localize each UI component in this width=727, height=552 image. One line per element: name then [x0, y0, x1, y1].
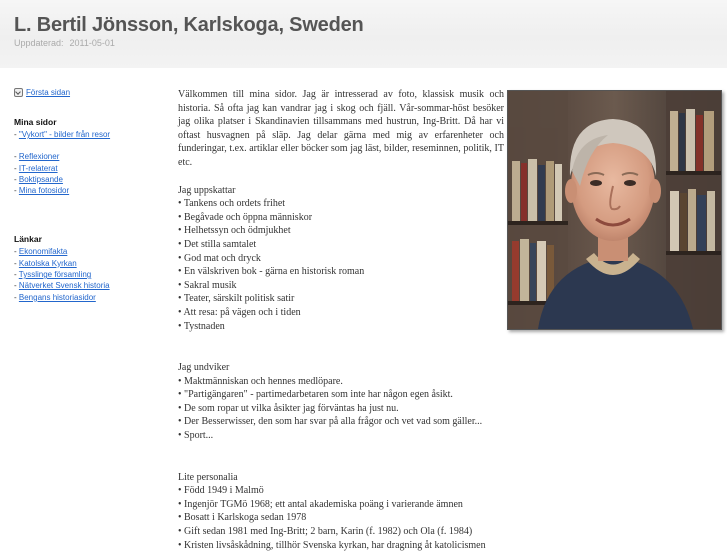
sidebar-link-svensk-historia[interactable]: Nätverket Svensk historia — [18, 281, 110, 291]
appreciate-list — [178, 197, 504, 333]
list-dash: - — [14, 130, 19, 139]
list-item: • Sport... — [178, 430, 214, 442]
list-dash: - — [14, 186, 19, 196]
updated-label: Uppdaterad: — [14, 38, 64, 48]
sidebar-link-bengan[interactable]: Bengans historiasidor — [18, 292, 96, 302]
portrait-photo — [507, 90, 722, 330]
sidebar-link-photos[interactable]: Mina fotosidor — [18, 186, 70, 196]
expand-icon[interactable] — [14, 88, 23, 97]
portrait-illustration — [508, 91, 721, 329]
list-item: • Begåvade och öppna människor — [178, 211, 313, 223]
header-bar — [0, 0, 727, 68]
sidebar-link-boktips[interactable]: Boktipsande — [18, 174, 63, 184]
sidebar-link-reflexioner[interactable]: Reflexioner — [18, 152, 60, 162]
list-item: • Född 1949 i Malmö — [178, 485, 264, 497]
list-dash: - — [14, 163, 19, 173]
updated-date: 2011-05-01 — [69, 38, 115, 48]
avoid-title: Jag undviker — [178, 362, 230, 374]
list-item: • De som ropar ut vilka åsikter jag förväntas ha just nu. — [178, 402, 399, 414]
list-item: • Det stilla samtalet — [178, 238, 257, 250]
intro-paragraph: Välkommen till mina sidor. Jag är intresserad av foto, klassisk musik och historia. Så ofta jag kan vandrar jag i skog och fjäll. Vår-sommar-höst besöker jag olika platser i Skandinavien tillsammans med hustrun, Ing-Britt. Då har vi oftast husvagnen på släp. Jag delar gärna med mig av erfarenheter och funderingar, t.ex. artiklar eller böcker som jag läst, bilder, reseminnen, politik, IT etc. — [178, 89, 504, 168]
sidebar-item-tysslinge — [14, 269, 164, 280]
list-dash: - — [14, 292, 19, 302]
home-link[interactable]: Första sidan — [26, 88, 71, 97]
personal-title: Lite personalia — [178, 471, 238, 483]
list-dash: - — [14, 281, 19, 291]
list-item: • Bosatt i Karlskoga sedan 1978 — [178, 512, 307, 524]
personal-list — [178, 484, 504, 552]
avoid-list — [178, 375, 504, 443]
list-item: • Maktmänniskan och hennes medlöpare. — [178, 375, 343, 387]
updated-line — [14, 38, 121, 48]
list-dash: - — [14, 152, 19, 162]
site-title: L. Bertil Jönsson, Karlskoga, Sweden — [14, 14, 364, 36]
list-dash: - — [14, 270, 19, 280]
list-dash: - — [14, 247, 19, 257]
sidebar-link-ekonomifakta[interactable]: Ekonomifakta — [18, 247, 68, 257]
sidebar-item-reflexioner — [14, 151, 164, 162]
list-item: • Der Besserwisser, den som har svar på alla frågor och vet vad som gäller... — [178, 416, 483, 428]
sidebar-item-boktips — [14, 174, 164, 185]
list-item: • Helhetssyn och ödmjukhet — [178, 225, 291, 237]
sidebar — [14, 88, 164, 303]
sidebar-item-ekonomifakta — [14, 246, 164, 257]
list-item: • En välskriven bok - gärna en historisk roman — [178, 266, 365, 278]
list-item: • Sakral musik — [178, 279, 237, 291]
sidebar-item-photos — [14, 185, 164, 196]
list-item: • Ingenjör TGMö 1968; ett antal akademiska poäng i varierande ämnen — [178, 498, 463, 510]
my-pages-heading: Mina sidor — [14, 117, 57, 127]
list-dash: - — [14, 174, 19, 184]
list-item: • Att resa: på vägen och i tiden — [178, 306, 301, 318]
list-item: • Tankens och ordets frihet — [178, 198, 286, 210]
sidebar-item-postcards — [14, 129, 164, 140]
sidebar-item-svensk-historia — [14, 280, 164, 291]
home-link-row — [14, 88, 164, 97]
list-item: • Teater, särskilt politisk satir — [178, 293, 295, 305]
list-item: • "Partigängaren" - partimedarbetaren som inte har någon egen åsikt. — [178, 389, 453, 401]
list-item: • God mat och dryck — [178, 252, 261, 264]
sidebar-link-postcards[interactable]: "Vykort" - bilder från resor — [18, 130, 111, 139]
sidebar-link-katolska[interactable]: Katolska Kyrkan — [18, 258, 77, 268]
sidebar-item-katolska — [14, 258, 164, 269]
sidebar-item-bengan — [14, 292, 164, 303]
appreciate-title: Jag uppskattar — [178, 184, 236, 196]
sidebar-link-it[interactable]: IT-relaterat — [18, 163, 58, 173]
list-item: • Kristen livsåskådning, tillhör Svenska kyrkan, har dragning åt katolicismen — [178, 539, 486, 551]
links-heading: Länkar — [14, 234, 42, 245]
sidebar-item-it — [14, 163, 164, 174]
main-content — [178, 88, 504, 552]
list-dash: - — [14, 258, 19, 268]
list-item: • Gift sedan 1981 med Ing-Britt; 2 barn, Karin (f. 1982) och Ola (f. 1984) — [178, 526, 473, 538]
list-item: • Tystnaden — [178, 320, 225, 332]
sidebar-link-tysslinge[interactable]: Tysslinge församling — [18, 270, 92, 280]
